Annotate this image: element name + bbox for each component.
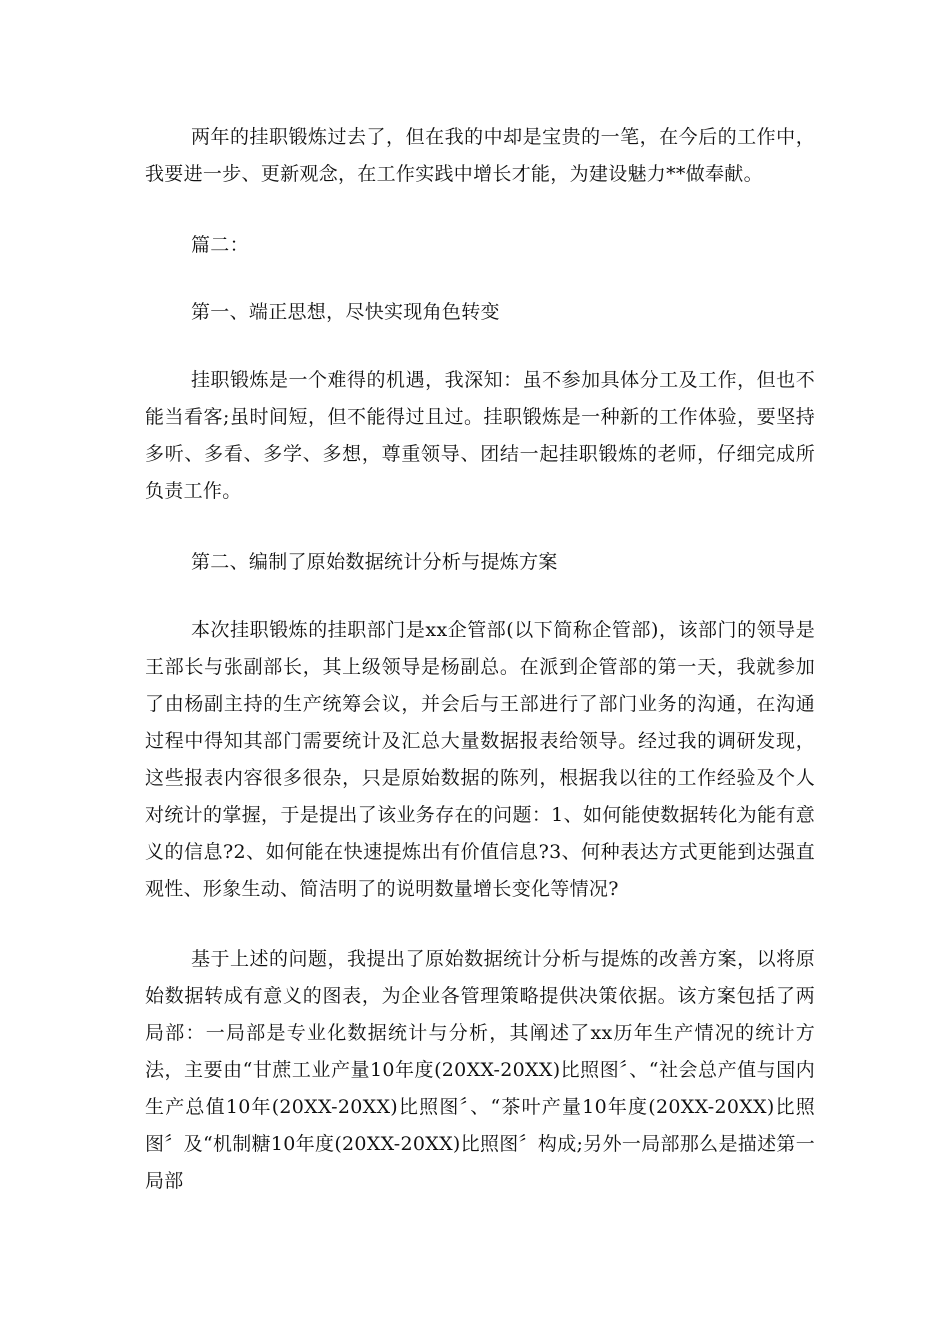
paragraph-conclusion: 两年的挂职锻炼过去了，但在我的中却是宝贵的一笔，在今后的工作中，我要进一步、更新观念，在工作实践中增长才能，为建设魅力**做奉献。 <box>145 126 815 185</box>
paragraph-first-body: 挂职锻炼是一个难得的机遇，我深知：虽不参加具体分工及工作，但也不能当看客;虽时间短，但不能得过且过。挂职锻炼是一种新的工作体验，要坚持多听、多看、多学、多想，尊重领导、团结一起挂职锻炼的老师，仔细完成所负责工作。 <box>145 369 815 502</box>
heading-first: 第一、端正思想，尽快实现角色转变 <box>191 301 500 323</box>
heading-second: 第二、编制了原始数据统计分析与提炼方案 <box>191 551 558 573</box>
paragraph-second-body: 本次挂职锻炼的挂职部门是xx企管部(以下简称企管部)，该部门的领导是王部长与张副部长，其上级领导是杨副总。在派到企管部的第一天，我就参加了由杨副主持的生产统筹会议，并会后与王部进行了部门业务的沟通，在沟通过程中得知其部门需要统计及汇总大量数据报表给领导。经过我的调研发现，这些报表内容很多很杂，只是原始数据的陈列，根据我以往的工作经验及个人对统计的掌握，于是提出了该业务存在的问题：1、如何能使数据转化为能有意义的信息?2、如何能在快速提炼出有价值信息?3、何种表达方式更能到达强直观性、形象生动、简洁明了的说明数量增长变化等情况? <box>145 619 815 900</box>
paragraph-proposal: 基于上述的问题，我提出了原始数据统计分析与提炼的改善方案，以将原始数据转成有意义的图表，为企业各管理策略提供决策依据。该方案包括了两局部：一局部是专业化数据统计与分析，其阐述了xx历年生产情况的统计方法，主要由“甘蔗工业产量10年度(20XX-20XX)比照图〞、“社会总产值与国内生产总值10年(20XX-20XX)比照图〞、“茶叶产量10年度(20XX-20XX)比照图〞及“机制糖10年度(20XX-20XX)比照图〞构成;另外一局部那么是描述第一局部 <box>145 948 815 1192</box>
section-label-part-two: 篇二： <box>191 234 249 256</box>
